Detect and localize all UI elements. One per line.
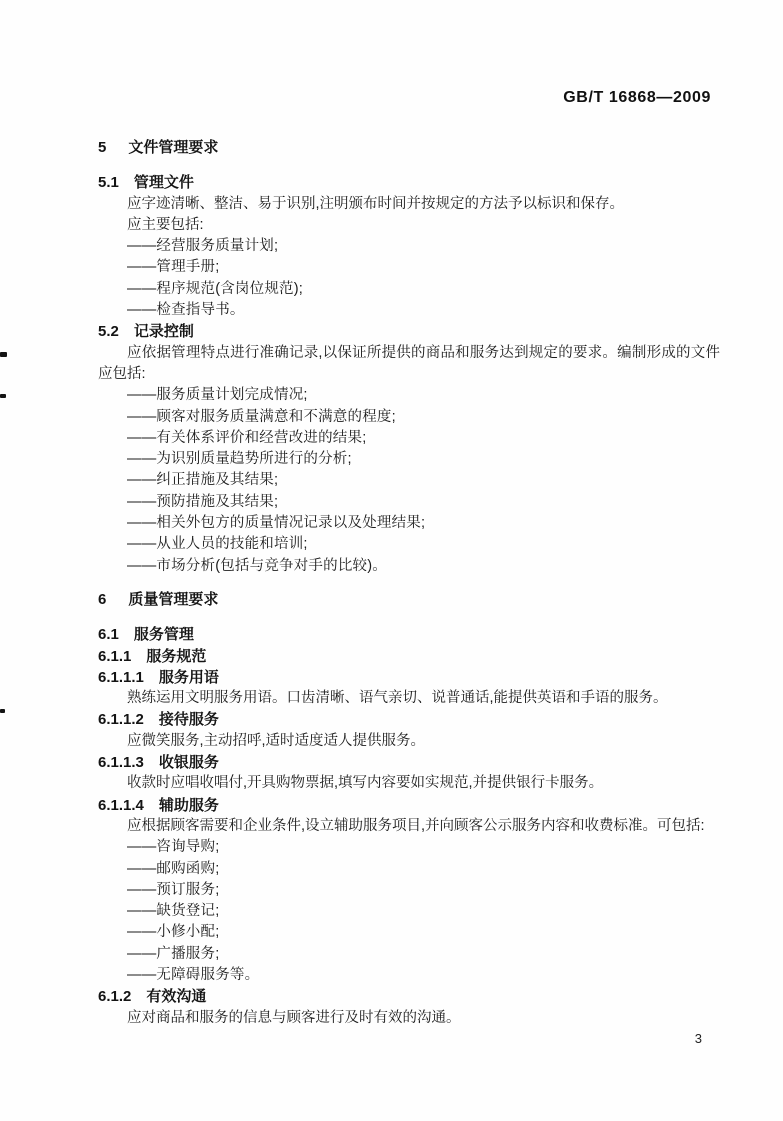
section-number: 5.1 <box>98 174 119 192</box>
list-item: ——顾客对服务质量满意和不满意的程度; <box>127 408 396 425</box>
section-heading <box>98 172 720 193</box>
standard-number-header: GB/T 16868—2009 <box>563 89 711 106</box>
section-number: 5.2 <box>98 323 119 341</box>
section-title: 收银服务 <box>158 754 219 772</box>
section-heading <box>98 752 720 773</box>
section-number: 6.1 <box>98 626 119 644</box>
paragraph: 收款时应唱收唱付,开具购物票据,填写内容要如实规范,并提供银行卡服务。 <box>127 775 604 792</box>
section-title: 接待服务 <box>158 711 219 729</box>
paragraph: 应根据顾客需要和企业条件,设立辅助服务项目,并向顾客公示服务内容和收费标准。可包括: <box>127 817 705 834</box>
list-item: ——检查指导书。 <box>127 302 245 319</box>
document-body <box>98 137 720 1029</box>
list-item: ——无障碍服务等。 <box>127 966 260 983</box>
list-item: ——广播服务; <box>127 945 220 962</box>
section-title: 服务管理 <box>133 626 194 644</box>
list-item: ——管理手册; <box>127 259 220 276</box>
list-item: ——为识别质量趋势所进行的分析; <box>127 451 352 468</box>
paragraph: 应对商品和服务的信息与顾客进行及时有效的沟通。 <box>127 1009 461 1026</box>
list-item: ——缺货登记; <box>127 903 220 920</box>
section-number: 6.1.2 <box>98 988 132 1006</box>
paragraph: 熟练运用文明服务用语。口齿清晰、语气亲切、说普通话,能提供英语和手语的服务。 <box>127 690 668 707</box>
list-item: ——市场分析(包括与竞争对手的比较)。 <box>127 557 387 574</box>
scan-artifact <box>0 709 5 713</box>
section-title: 服务用语 <box>158 668 219 686</box>
paragraph: 应字迹清晰、整洁、易于识别,注明颁布时间并按规定的方法予以标识和保存。 <box>127 195 625 212</box>
scan-artifact <box>0 394 6 398</box>
list-item: ——从业人员的技能和培训; <box>127 536 308 553</box>
list-item: ——程序规范(含岗位规范); <box>127 280 303 297</box>
scan-artifact <box>0 352 7 357</box>
section-heading <box>98 624 720 645</box>
paragraph: 应微笑服务,主动招呼,适时适度适人提供服务。 <box>127 732 426 749</box>
section-number: 6.1.1.4 <box>98 796 144 814</box>
list-item: ——预订服务; <box>127 881 220 898</box>
list-item: ——经营服务质量计划; <box>127 238 279 255</box>
section-number: 6.1.1.1 <box>98 668 144 686</box>
section-title: 质量管理要求 <box>128 590 219 608</box>
section-title: 服务规范 <box>146 647 207 665</box>
chapter-heading <box>98 137 720 158</box>
section-heading <box>98 321 720 342</box>
section-heading <box>98 795 720 816</box>
section-number: 6 <box>98 590 107 608</box>
list-item: ——预防措施及其结果; <box>127 493 279 510</box>
section-title: 文件管理要求 <box>128 139 219 156</box>
chapter-heading <box>98 589 720 610</box>
page-number: 3 <box>694 1031 702 1046</box>
list-item: ——服务质量计划完成情况; <box>127 387 308 404</box>
paragraph: 应主要包括: <box>127 216 204 233</box>
section-heading <box>98 667 720 688</box>
section-title: 管理文件 <box>133 174 194 192</box>
section-number: 5 <box>98 139 107 156</box>
list-item: ——邮购函购; <box>127 860 220 877</box>
section-number: 6.1.1.3 <box>98 754 144 772</box>
section-heading <box>98 646 720 667</box>
list-item: ——小修小配; <box>127 924 220 941</box>
section-title: 记录控制 <box>133 323 194 341</box>
section-number: 6.1.1 <box>98 647 132 665</box>
list-item: ——纠正措施及其结果; <box>127 472 279 489</box>
section-title: 辅助服务 <box>158 796 219 814</box>
paragraph: 应依据管理特点进行准确记录,以保证所提供的商品和服务达到规定的要求。编制形成的文件应包括: <box>98 344 720 382</box>
section-number: 6.1.1.2 <box>98 711 144 729</box>
section-title: 有效沟通 <box>146 988 207 1006</box>
list-item: ——咨询导购; <box>127 839 220 856</box>
list-item: ——有关体系评价和经营改进的结果; <box>127 429 367 446</box>
list-item: ——相关外包方的质量情况记录以及处理结果; <box>127 515 426 532</box>
section-heading <box>98 709 720 730</box>
section-heading <box>98 986 720 1007</box>
